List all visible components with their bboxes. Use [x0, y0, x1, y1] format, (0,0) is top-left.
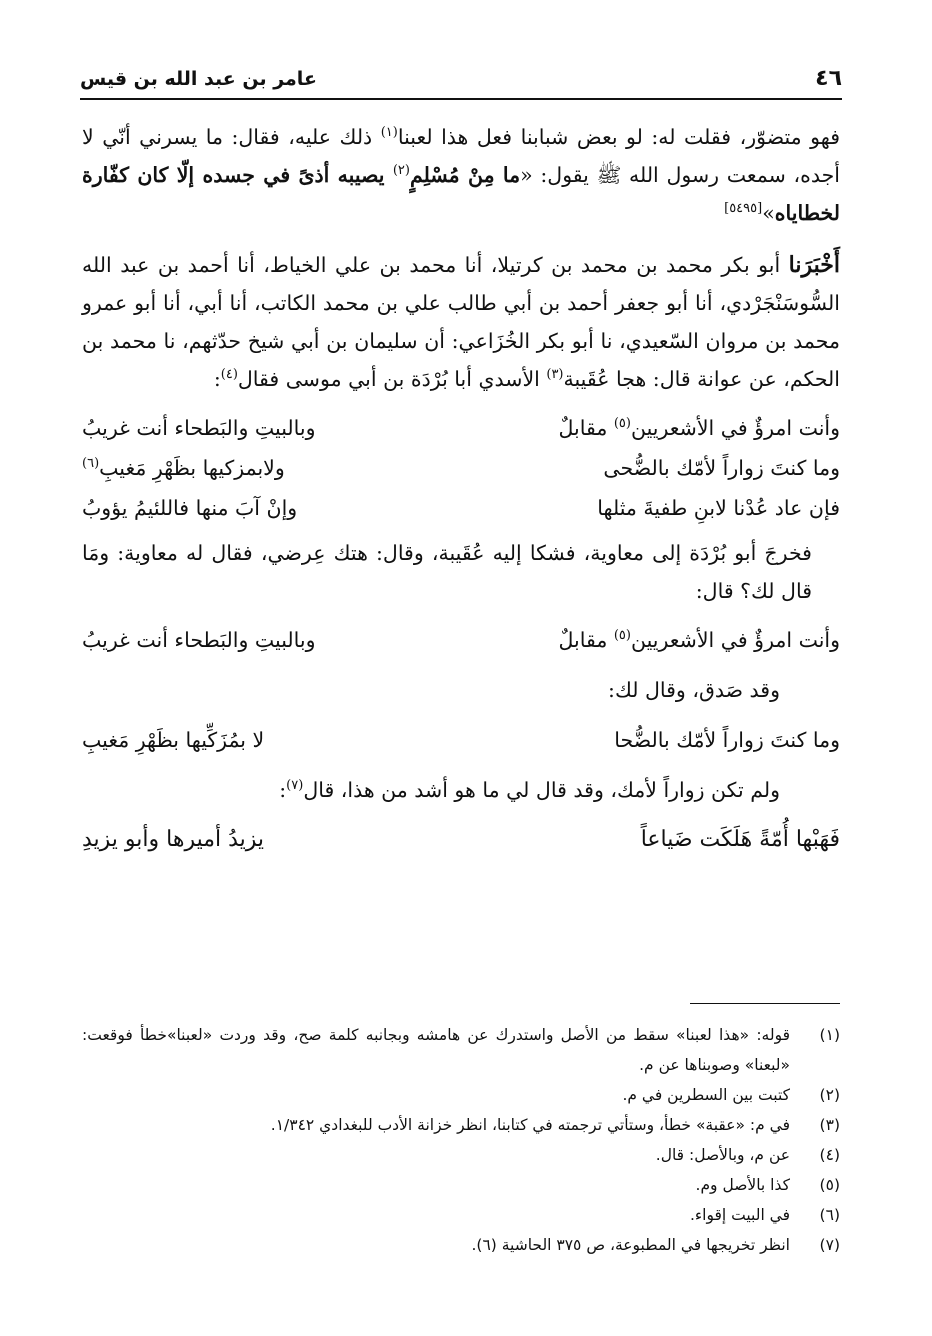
footnote-ref: (١) — [380, 125, 398, 141]
paragraph-narrative: فخرجَ أبو بُرْدَة إلى معاوية، فشكا إليه عُقَيبة، وقال: هتك عِرضي، فقال له معاوية: ومَا قال لك؟ قال: — [82, 541, 812, 603]
footnote-text: قوله: «هذا لعبنا» سقط من الأصل واستدرك عن هامشه وبجانبه كلمة صح، وقد وردت «لعبنا»خطأ فوقعت: «لبعنا» وصوبناها عن م. — [82, 1026, 790, 1074]
narrative-line: وقد صَدق، وقال لك: — [608, 678, 780, 702]
text-run: ذلك عليه، فقال: ما يسرني أنّي لا أجده، سمعت رسول الله ﷺ يقول: « — [82, 125, 840, 187]
running-title: عامر بن عبد الله بن قيس — [80, 68, 317, 90]
footnote-separator — [690, 1003, 840, 1004]
lead-word: أَخْبَرَنا — [788, 252, 840, 278]
text-run: وبالبيتِ والبَطحاء أنت غريبُ — [82, 416, 316, 440]
text-run: الأسدي أبا بُرْدَة بن أبي موسى فقال — [237, 367, 547, 391]
poem-verse — [82, 620, 840, 660]
hemistich-second — [82, 488, 297, 528]
poem-verse — [82, 448, 840, 488]
hemistich-first — [603, 448, 840, 488]
text-run: أبو بكر محمد بن محمد بن كرتيلا، أنا محمد بن علي الخياط، أنا أحمد بن عبد الله السُّوسَنْجَرْدي، أنا أبو جعفر أحمد بن أبي طالب علي بن محمد الكاتب، أنا أبي، أنا أبو عمرو محمد بن مروان السّعيدي، نا أبو بكر الخُزَاعي: أن سليمان بن أبي شيخ حدّثهم، نا محمد بن الحكم، عن عوانة قال: هجا عُقَيبة — [82, 253, 840, 391]
footnote-number: (٦) — [819, 1206, 840, 1224]
paragraph-isnad — [82, 246, 840, 398]
text-run: وأنت امرؤٌ في الأشعريين — [630, 416, 840, 440]
footnote-ref: (٧) — [286, 778, 304, 794]
main-text — [82, 118, 840, 870]
footnote-text: في م: «عقبة» خطأ، وستأتي ترجمته في كتابنا، انظر خزانة الأدب للبغدادي ١/٣٤٢. — [270, 1116, 790, 1134]
footnote-ref: (٦) — [82, 456, 100, 472]
text-run: وما كنتَ زواراً لأمّك بالضُّحى — [603, 456, 840, 480]
footnote-ref: (٤) — [220, 367, 238, 383]
poem-verse — [82, 720, 840, 760]
footnote-ref: (٣) — [546, 367, 564, 383]
hemistich-second: وبالبيتِ والبَطحاء أنت غريبُ — [82, 628, 316, 652]
text-run: مقابلٌ — [558, 628, 614, 652]
page-number: ٤٦ — [815, 66, 842, 91]
footnote — [82, 1170, 840, 1200]
footnotes — [82, 1020, 840, 1260]
footnote-number: (١) — [819, 1026, 840, 1044]
hemistich-first — [558, 620, 840, 660]
narrative-line — [82, 770, 840, 810]
text-run: فإن عاد عُدْنا لابنِ طفيةَ مثلها — [597, 496, 840, 520]
text-run: ولم تكن زواراً لأمك، وقد قال لي ما هو أشد من هذا، قال — [303, 778, 780, 802]
hemistich-second: يزيدُ أميرها وأبو يزيدِ — [82, 827, 265, 852]
footnote-ref: (٢) — [392, 163, 410, 179]
footnote — [82, 1110, 840, 1140]
hemistich-first: فَهَبْها أُمّةً هَلَكَت ضَياعاً — [640, 827, 840, 852]
poem-verse — [82, 820, 840, 860]
poem — [82, 408, 840, 528]
page-header — [80, 62, 842, 100]
hemistich-second: لا بمُزَكِّيها بظَهْرِ مَغيبِ — [82, 728, 265, 752]
text-run: ولابمزكيها بظَهْرِ مَغيبِ — [99, 456, 285, 480]
footnote — [82, 1230, 840, 1260]
text-run: مقابلٌ — [558, 416, 614, 440]
footnote-ref: (٥) — [613, 628, 631, 644]
hemistich-second — [82, 448, 285, 488]
text-run: » — [762, 201, 775, 225]
footnote-number: (٤) — [819, 1146, 840, 1164]
footnote-number: (٥) — [819, 1176, 840, 1194]
footnote — [82, 1140, 840, 1170]
footnote-number: (٣) — [819, 1116, 840, 1134]
text-run: وإنْ آبَ منها فاللئيمُ يؤوبُ — [82, 496, 298, 520]
footnote-text: عن م، وبالأصل: قال. — [655, 1146, 790, 1164]
footnote-text: كذا بالأصل وم. — [695, 1176, 790, 1194]
hemistich-first — [558, 408, 840, 448]
poem-verse — [82, 408, 840, 448]
hemistich-second — [82, 408, 316, 448]
poem-verse — [82, 488, 840, 528]
hadith-number: [٥٤٩٥] — [724, 201, 763, 217]
footnote — [82, 1200, 840, 1230]
footnote-text: كتبت بين السطرين في م. — [622, 1086, 790, 1104]
paragraph-hadith — [82, 118, 840, 232]
footnote-number: (٧) — [819, 1236, 840, 1254]
footnote-text: في البيت إقواء. — [689, 1206, 790, 1224]
footnote — [82, 1020, 840, 1080]
text-run: وأنت امرؤٌ في الأشعريين — [630, 628, 840, 652]
text-run: : — [279, 778, 287, 802]
hadith-text: ما مِنْ مُسْلِمٍ — [409, 163, 521, 187]
footnote — [82, 1080, 840, 1110]
hemistich-first — [597, 488, 840, 528]
text-run: فهو متضوّر، فقلت له: لو بعض شبابنا فعل هذا لعبنا — [397, 125, 840, 149]
footnote-text: انظر تخريجها في المطبوعة، ص ٣٧٥ الحاشية (٦). — [471, 1236, 790, 1254]
hadith-text: يصيبه أذىً في جسده إلّا كان كفّارة لخطاياه — [82, 163, 840, 225]
footnote-ref: (٥) — [613, 416, 631, 432]
hemistich-first: وما كنتَ زواراً لأمّك بالضُّحا — [614, 728, 840, 752]
text-run: : — [213, 367, 221, 391]
footnote-number: (٢) — [819, 1086, 840, 1104]
